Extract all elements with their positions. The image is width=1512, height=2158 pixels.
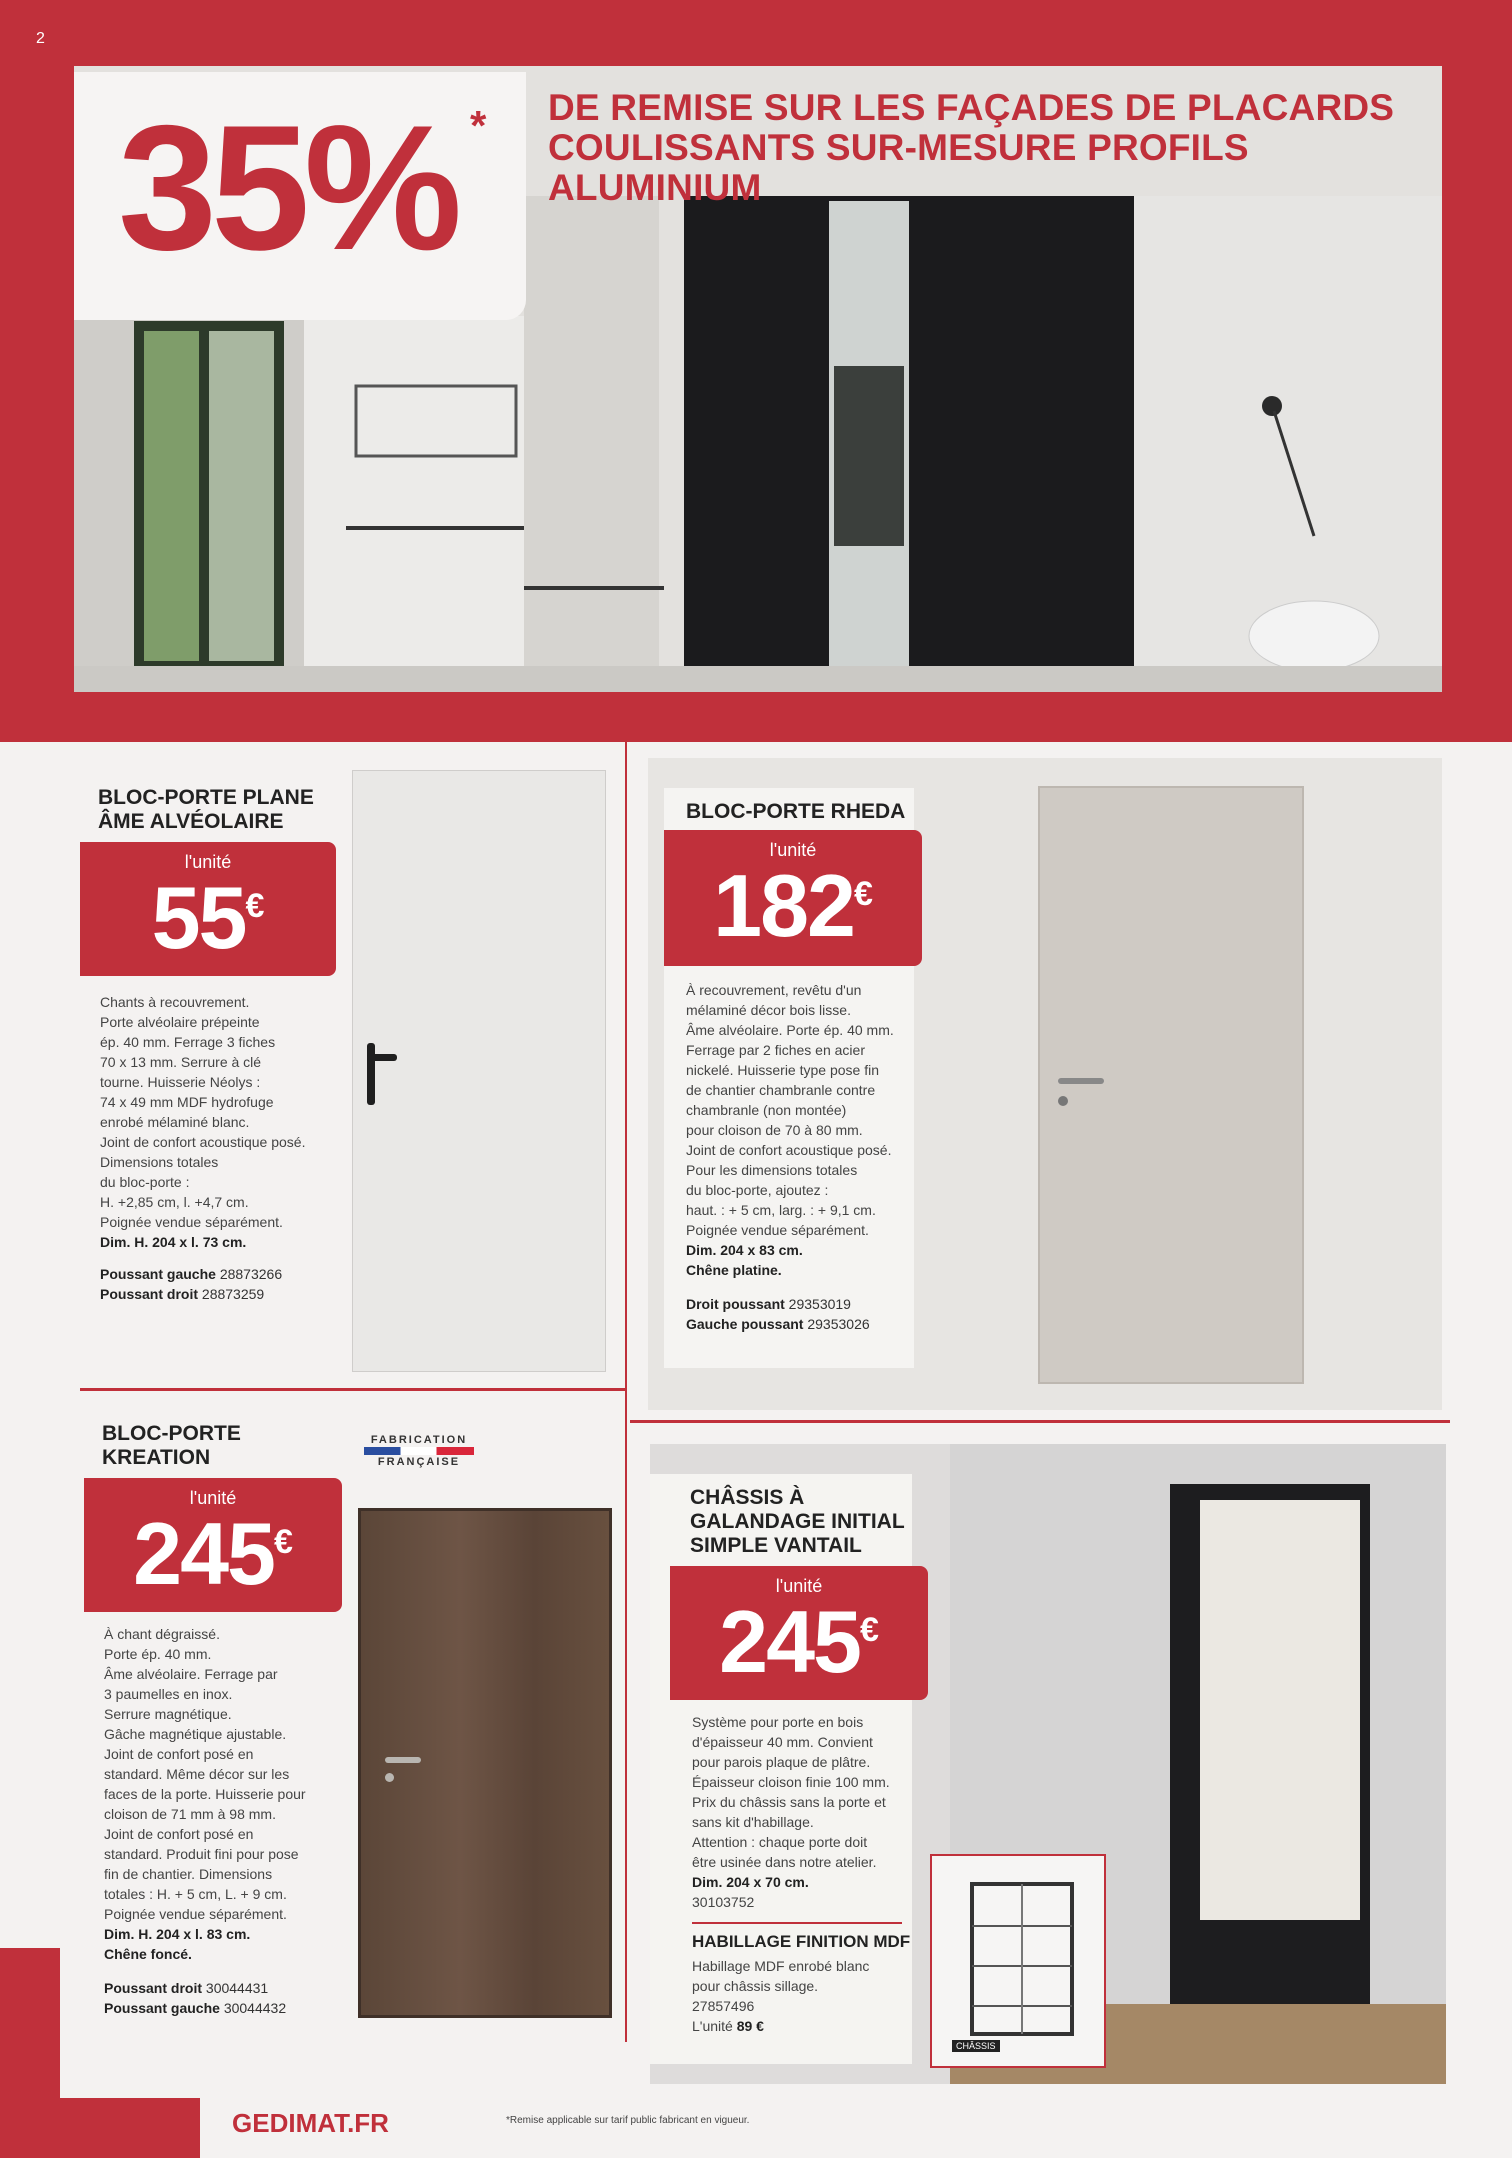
divider-horizontal-left [80,1388,625,1391]
desc-line: À recouvrement, revêtu d'un [686,982,862,998]
discount-asterisk: * [470,102,487,149]
ref-code: 28873259 [201,1286,265,1302]
desc-line: Porte ép. 40 mm. [104,1646,212,1662]
desc-line: Joint de confort acoustique posé. [100,1134,306,1150]
product-refs [100,1264,282,1304]
product-title: BLOC-PORTE RHEDA [686,800,906,823]
page-number: 2 [36,30,45,47]
footer-corner-base [0,2098,200,2158]
desc-line: Pour les dimensions totales [686,1162,858,1178]
ref-label: Poussant gauche [100,1266,216,1282]
door-handle [1058,1078,1104,1084]
product-dimensions: Dim. 204 x 83 cm. [686,1242,803,1258]
product-title-line3: SIMPLE VANTAIL [690,1534,862,1557]
product-description [104,1624,336,1964]
ref-label: Poussant gauche [104,2000,220,2016]
ref-label: Poussant droit [104,1980,203,1996]
price-value: 182 [713,856,854,955]
desc-line: Joint de confort posé en [104,1826,254,1842]
desc-line: de chantier chambranle contre [686,1082,876,1098]
promo-headline-line2: COULISSANTS SUR-MESURE PROFILS ALUMINIUM [548,127,1249,208]
desc-line: À chant dégraissé. [104,1626,220,1642]
desc-line: fin de chantier. Dimensions [104,1866,273,1882]
desc-line: H. +2,85 cm, l. +4,7 cm. [100,1194,249,1210]
ref-code: 30103752 [692,1894,755,1910]
desc-line: standard. Même décor sur les [104,1766,290,1782]
french-flag-icon [364,1447,474,1455]
product-title-line2: ÂME ALVÉOLAIRE [98,810,284,833]
price-currency: € [853,875,873,913]
product-title-line1: BLOC-PORTE PLANE [98,786,314,809]
ref-code: 28873266 [219,1266,283,1282]
desc-line: Chants à recouvrement. [100,994,250,1010]
desc-line: Épaisseur cloison finie 100 mm. [692,1774,890,1790]
product-finish: Chêne foncé. [104,1946,192,1962]
desc-line: 74 x 49 mm MDF hydrofuge [100,1094,274,1110]
door-handle [367,1043,375,1105]
price-unit-label: l'unité [769,840,817,860]
price-value: 245 [719,1592,860,1691]
desc-line: Dimensions totales [100,1154,219,1170]
desc-line: du bloc-porte, ajoutez : [686,1182,829,1198]
desc-line: totales : H. + 5 cm, L. + 9 cm. [104,1886,287,1902]
addon-price: 89 € [736,2018,764,2034]
desc-line: Joint de confort acoustique posé. [686,1142,892,1158]
promo-headline-line1: DE REMISE SUR LES FAÇADES DE PLACARDS [548,87,1395,128]
desc-line: pour cloison de 70 à 80 mm. [686,1122,863,1138]
desc-line: Habillage MDF enrobé blanc [692,1958,870,1974]
desc-line: Ferrage par 2 fiches en acier [686,1042,865,1058]
product-title [690,1486,905,1558]
ref-label: Droit poussant [686,1296,785,1312]
desc-line: ép. 40 mm. Ferrage 3 fiches [100,1034,276,1050]
price-tag [664,830,922,966]
desc-line: Joint de confort posé en [104,1746,254,1762]
desc-line: Âme alvéolaire. Ferrage par [104,1666,278,1682]
ref-code: 29353026 [807,1316,870,1332]
discount-percent: 35% [118,88,457,287]
desc-line: Attention : chaque porte doit [692,1834,868,1850]
footer-url[interactable]: GEDIMAT.FR [232,2108,389,2138]
addon-title: HABILLAGE FINITION MDF [692,1932,911,1951]
product-description [686,980,922,1280]
badge-line2: FRANÇAISE [377,1456,461,1468]
ref-code: 30044431 [205,1980,269,1996]
product-dimensions: Dim. H. 204 x l. 73 cm. [100,1234,247,1250]
product-title [98,786,314,834]
price-unit-label: l'unité [184,852,232,872]
door-lock [385,1773,394,1782]
door-image-rheda [1038,786,1304,1384]
door-handle-lever [367,1054,397,1061]
price-tag [670,1566,928,1700]
desc-line: pour châssis sillage. [692,1978,819,1994]
desc-line: standard. Produit fini pour pose [104,1846,299,1862]
desc-line: 27857496 [692,1998,755,2014]
door-handle [385,1757,421,1763]
product-card-chassis [650,1444,1446,2084]
footnote: *Remise applicable sur tarif public fabricant en vigueur. [506,2115,750,2126]
product-title-line1: BLOC-PORTE [102,1422,241,1445]
door-image-kreation [358,1508,612,2018]
desc-line: pour parois plaque de plâtre. [692,1754,871,1770]
product-card-kreation [80,1400,625,2040]
desc-line: Âme alvéolaire. Porte ép. 40 mm. [686,1022,894,1038]
desc-line: Gâche magnétique ajustable. [104,1726,287,1742]
product-refs [104,1978,286,2018]
product-card-plane [80,760,625,1380]
ref-code: 29353019 [788,1296,851,1312]
desc-line: enrobé mélaminé blanc. [100,1114,250,1130]
desc-line: d'épaisseur 40 mm. Convient [692,1734,873,1750]
product-card-rheda [648,758,1442,1410]
fabrication-francaise-badge [364,1434,474,1468]
desc-line: chambranle (non montée) [686,1102,847,1118]
price-currency: € [859,1611,879,1649]
ref-code: 30044432 [223,2000,287,2016]
desc-line: du bloc-porte : [100,1174,190,1190]
product-title-line1: CHÂSSIS À [690,1486,805,1509]
desc-line: Prix du châssis sans la porte et [692,1794,886,1810]
ref-label: Poussant droit [100,1286,199,1302]
chassis-inset [930,1854,1106,2068]
price-currency: € [245,887,265,925]
addon-divider [692,1922,902,1924]
price-unit-label: l'unité [189,1488,237,1508]
divider-horizontal-right [630,1420,1450,1423]
chassis-label: CHÂSSIS [952,2040,1000,2052]
desc-line: 3 paumelles en inox. [104,1686,233,1702]
price-value: 55 [151,868,246,967]
price-unit-label: l'unité [775,1576,823,1596]
product-title-line2: KREATION [102,1446,211,1469]
addon-description [692,1956,902,2036]
product-dimensions: Dim. H. 204 x l. 83 cm. [104,1926,251,1942]
badge-line1: FABRICATION [370,1434,468,1446]
price-currency: € [273,1523,293,1561]
product-finish: Chêne platine. [686,1262,782,1278]
doorway-view [1200,1500,1360,1920]
product-description [100,992,330,1252]
price-value: 245 [133,1504,274,1603]
addon-price-label: L'unité [692,2018,733,2034]
desc-line: sans kit d'habillage. [692,1814,814,1830]
price-tag [84,1478,342,1612]
desc-line: être usinée dans notre atelier. [692,1854,877,1870]
chassis-frame-icon [932,1856,1104,2066]
desc-line: Système pour porte en bois [692,1714,864,1730]
desc-line: Poignée vendue séparément. [100,1214,283,1230]
desc-line: tourne. Huisserie Néolys : [100,1074,261,1090]
product-description [692,1712,924,1912]
desc-line: haut. : + 5 cm, larg. : + 9,1 cm. [686,1202,876,1218]
desc-line: Serrure magnétique. [104,1706,232,1722]
product-refs [686,1294,870,1334]
desc-line: Poignée vendue séparément. [104,1906,287,1922]
price-tag [80,842,336,976]
product-dimensions: Dim. 204 x 70 cm. [692,1874,809,1890]
door-lock [1058,1096,1068,1106]
ref-label: Gauche poussant [686,1316,804,1332]
desc-line: cloison de 71 mm à 98 mm. [104,1806,276,1822]
desc-line: nickelé. Huisserie type pose fin [686,1062,879,1078]
promo-headline [548,88,1428,208]
product-title-line2: GALANDAGE INITIAL [690,1510,905,1533]
divider-vertical [625,742,627,2042]
desc-line: Porte alvéolaire prépeinte [100,1014,260,1030]
desc-line: Poignée vendue séparément. [686,1222,869,1238]
desc-line: 70 x 13 mm. Serrure à clé [100,1054,262,1070]
desc-line: mélaminé décor bois lisse. [686,1002,851,1018]
product-title [102,1422,241,1470]
desc-line: faces de la porte. Huisserie pour [104,1786,306,1802]
door-image-white [352,770,606,1372]
